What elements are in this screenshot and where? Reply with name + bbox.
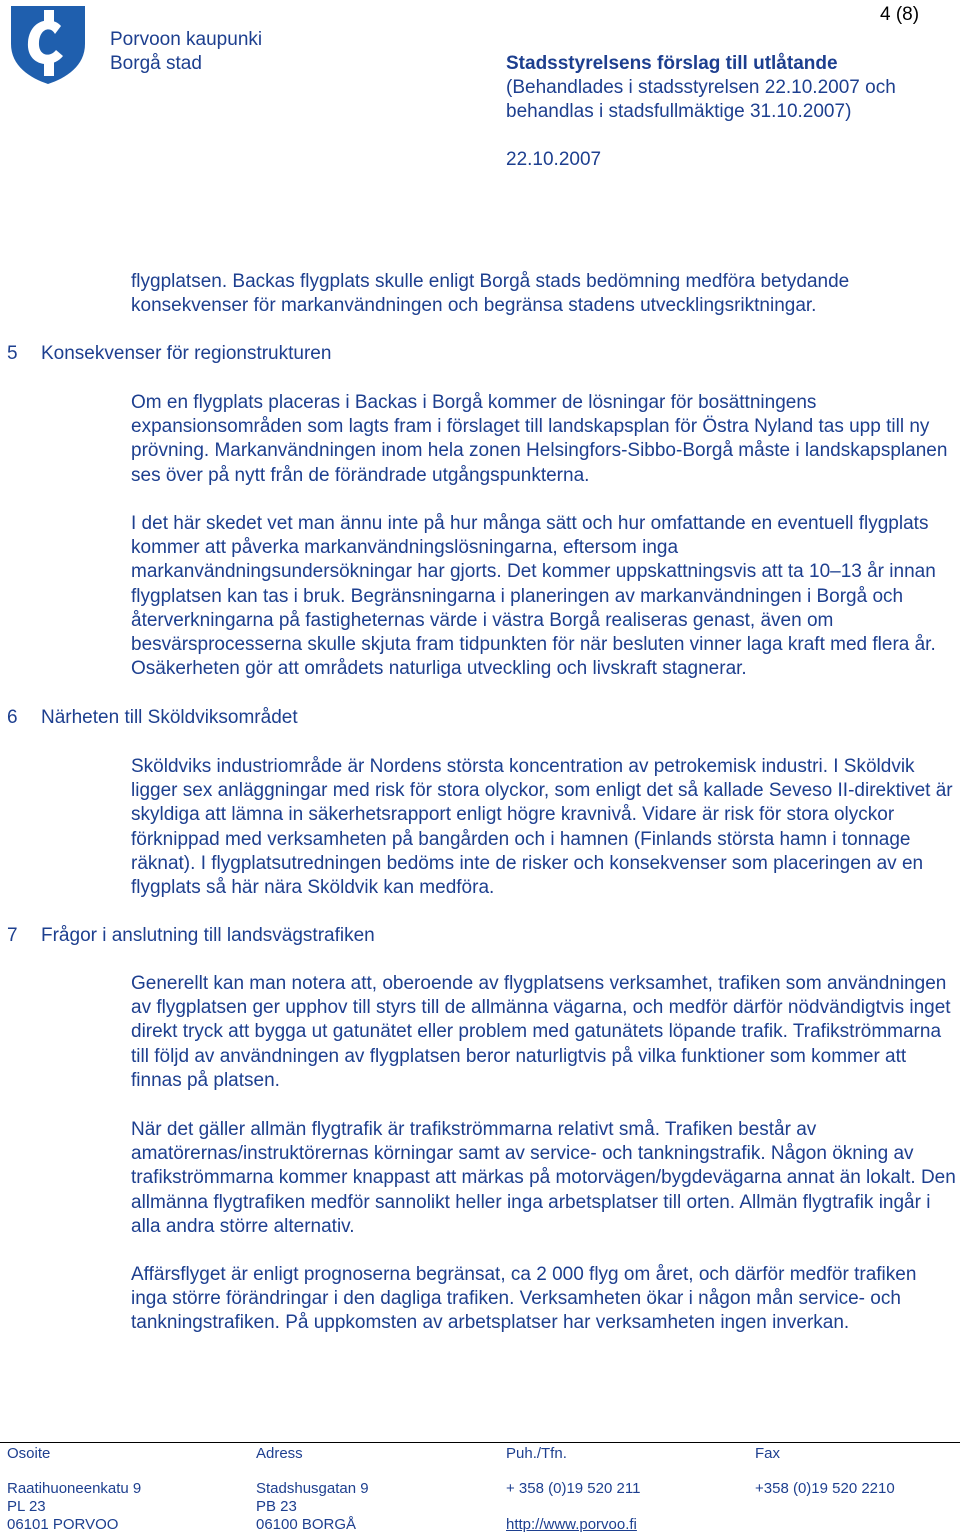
section-heading-5 — [7, 342, 331, 366]
document-subtitle-line-1: (Behandlades i stadsstyrelsen 22.10.2007 och — [506, 77, 896, 98]
footer-fax-label: Fax — [755, 1445, 781, 1462]
section-title: Närheten till Sköldviksområdet — [41, 707, 298, 728]
footer-pobox-sv: PB 23 — [256, 1498, 297, 1515]
footer-website-link[interactable]: http://www.porvoo.fi — [506, 1516, 637, 1533]
footer-address-label-fi: Osoite — [7, 1445, 51, 1462]
section-7-paragraph-1: Generellt kan man notera att, oberoende av flygplatsens verksamhet, trafiken som användningen av flygplatsen ger upphov till styrs till de allmänna vägarna, och medför därför nödvändigtvis inget direkt tryck att bygga ut gatunätet eller problem med gatunätets löpande trafik. Trafikströmmarna till följd av användningen av flygplatsen beror naturligtvis på vilka funktioner som kommer att finnas på platsen. — [131, 973, 951, 1091]
section-5-paragraph-1: Om en flygplats placeras i Backas i Borgå kommer de lösningar för bosättningens expansionsområden som lagts fram i förslaget till landskapsplan för Östra Nyland tas upp till ny prövning. Markanvändningen inom hela zonen Helsingfors-Sibbo-Borgå måste i landskapsplanen ses över på nytt från de förändrade utgångspunkterna. — [131, 392, 948, 486]
section-title: Konsekvenser för regionstrukturen — [41, 343, 332, 364]
document-date: 22.10.2007 — [506, 149, 602, 170]
footer-address-label-sv: Adress — [256, 1445, 303, 1462]
document-title: Stadsstyrelsens förslag till utlåtande — [506, 53, 838, 74]
document-subtitle-line-2: behandlas i stadsfullmäktige 31.10.2007) — [506, 101, 852, 122]
porvoo-coat-of-arms-logo — [8, 4, 88, 86]
footer-postcode-fi: 06101 PORVOO — [7, 1516, 119, 1533]
intro-paragraph: flygplatsen. Backas flygplats skulle enligt Borgå stads bedömning medföra betydande konsekvenser för markanvändningen och begränsa stadens utvecklingsriktningar. — [131, 271, 850, 317]
section-number: 5 — [7, 343, 18, 364]
page-number: 4 (8) — [880, 4, 920, 25]
footer-fax-number: +358 (0)19 520 2210 — [755, 1480, 895, 1497]
section-5-paragraph-2: I det här skedet vet man ännu inte på hur många sätt och hur omfattande en eventuell flygplats kommer att påverka markanvändningslösningarna, eftersom inga markanvändningsundersökningar har gjorts. Det kommer uppskattningsvis att ta 10–13 år innan flygplatsen kan tas i bruk. Begränsningarna i planeringen av markanvändningen i Borgå och återverkningarna på fastigheternas värde i västra Borgå realiseras genast, även om besvärsprocesserna skulle skjuta fram tidpunkten för när besluten vinner laga kraft med flera år. Osäkerheten gör att områdets naturliga utveckling och livskraft stagnerar. — [131, 513, 936, 680]
footer-postcode-sv: 06100 BORGÅ — [256, 1516, 357, 1533]
organization-name-finnish: Porvoon kaupunki — [110, 29, 263, 50]
section-6-paragraph-1: Sköldviks industriområde är Nordens största koncentration av petrokemisk industri. I Sköldvik ligger sex anläggningar med risk för stora olyckor, som enligt det så kallade Seveso II-direktivet är skyldiga att lämna in säkerhetsrapport enligt högre kravnivå. Vidare är risk för stora olyckor förknippad med verksamheten på bangården och i hamnen (Finlands största hamn i tonnage räknat). I flygplatsutredningen bedöms inte de risker och konsekvenser som placeringen av en flygplats så här nära Sköldvik kan medföra. — [131, 756, 953, 899]
footer-phone-number: + 358 (0)19 520 211 — [506, 1480, 641, 1497]
footer-divider — [0, 1442, 960, 1443]
section-heading-7 — [7, 924, 375, 948]
section-title: Frågor i anslutning till landsvägstrafiken — [41, 925, 375, 946]
footer-street-fi: Raatihuoneenkatu 9 — [7, 1480, 142, 1497]
section-heading-6 — [7, 706, 298, 730]
section-number: 7 — [7, 925, 18, 946]
footer-pobox-fi: PL 23 — [7, 1498, 46, 1515]
section-7-paragraph-2: När det gäller allmän flygtrafik är trafikströmmarna relativt små. Trafiken består av amatörernas/instruktörernas körningar samt av service- och tankningstrafik. Någon ökning av trafikströmmarna kommer knappast att märkas på motorvägen/bygdevägarna annat än lokalt. Den allmänna flygtrafiken medför sannolikt heller inga arbetsplatser till orten. Allmän flygtrafik ingår i alla andra större alternativ. — [131, 1119, 956, 1237]
section-7-paragraph-3: Affärsflyget är enligt prognoserna begränsat, ca 2 000 flyg om året, och därför medför trafiken inga större förändringar i den dagliga trafiken. Verksamheten ökar i någon mån service- och tankningstrafiken. På uppkomsten av arbetsplatser har verksamheten ingen inverkan. — [131, 1264, 917, 1334]
organization-name-swedish: Borgå stad — [110, 53, 202, 74]
footer-street-sv: Stadshusgatan 9 — [256, 1480, 369, 1497]
section-number: 6 — [7, 707, 18, 728]
footer-phone-label: Puh./Tfn. — [506, 1445, 567, 1462]
